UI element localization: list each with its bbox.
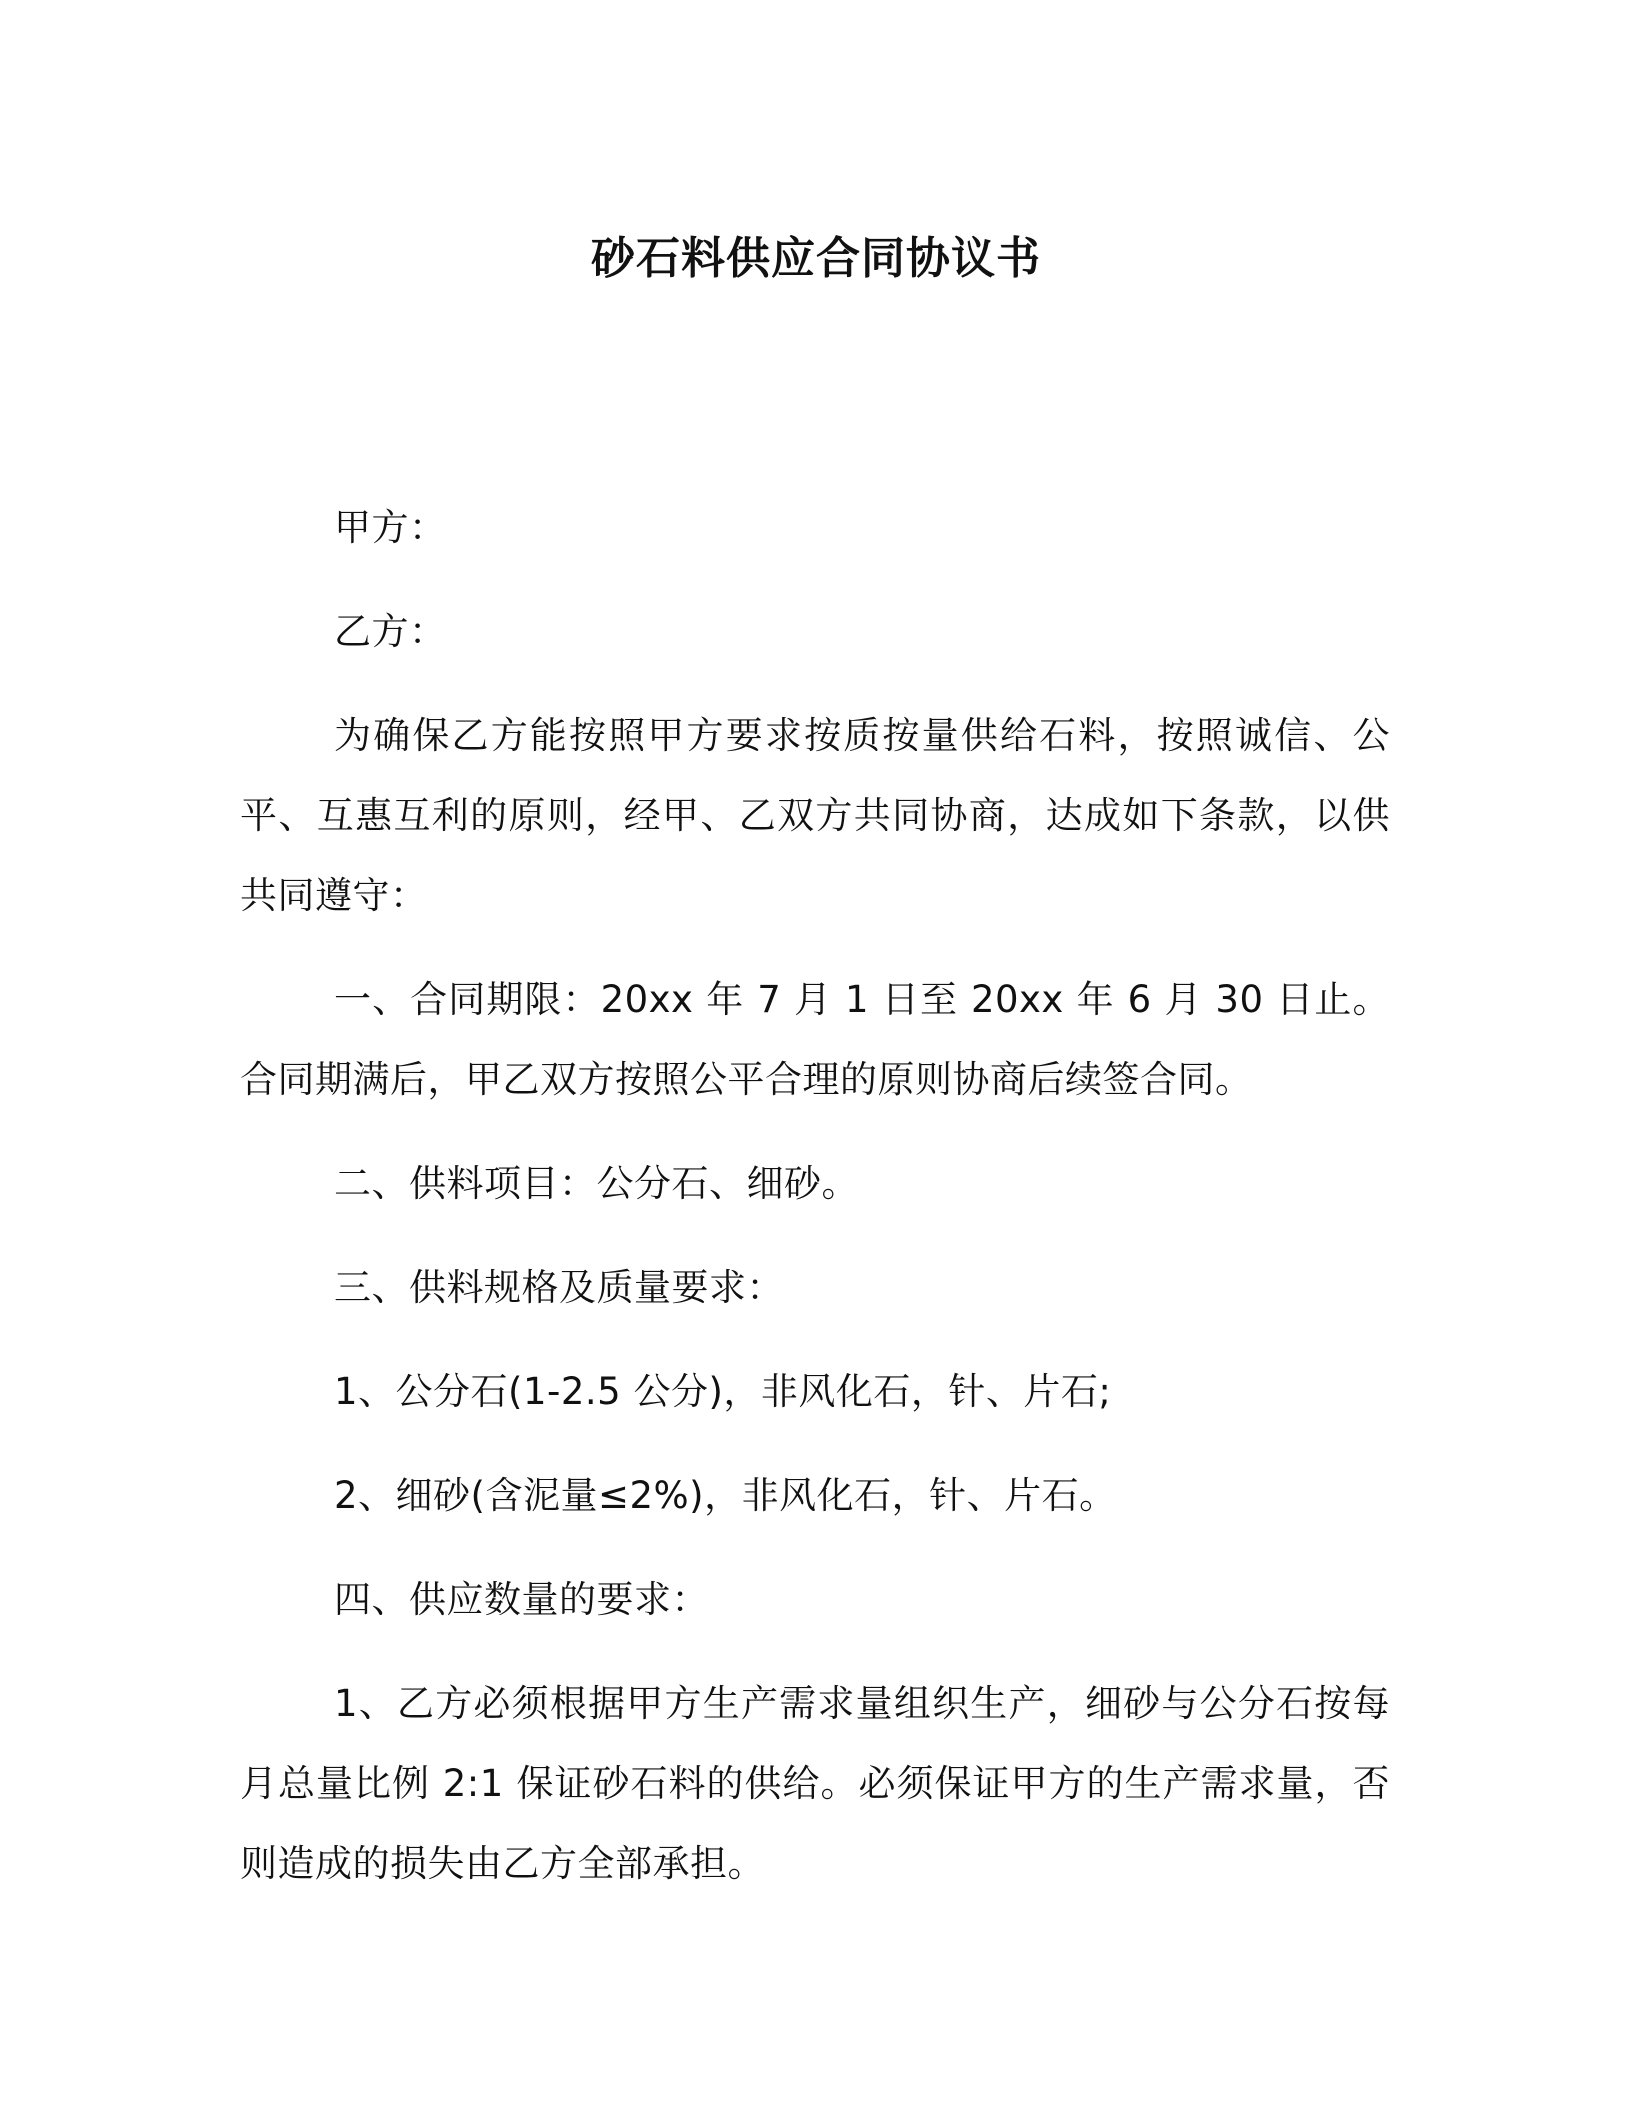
party-a-line: 甲方：: [334, 506, 447, 549]
clause-supply-items: 二、供料项目：公分石、细砂。: [334, 1162, 859, 1205]
quantity-item-1: 1、乙方必须根据甲方生产需求量组织生产，细砂与公分石按每月总量比例 2:1 保证砂石料的供给。必须保证甲方的生产需求量，否则造成的损失由乙方全部承担。: [240, 1682, 1390, 1885]
clause-quantity-heading: 四、供应数量的要求：: [334, 1578, 709, 1621]
document-title: 砂石料供应合同协议书: [591, 233, 1041, 284]
clause-term: 一、合同期限：20xx 年 7 月 1 日至 20xx 年 6 月 30 日止。合同期满后，甲乙双方按照公平合理的原则协商后续签合同。: [240, 978, 1390, 1101]
clause-specs-heading: 三、供料规格及质量要求：: [334, 1266, 784, 1309]
preamble-paragraph: 为确保乙方能按照甲方要求按质按量供给石料，按照诚信、公平、互惠互利的原则，经甲、乙双方共同协商，达成如下条款，以供共同遵守：: [240, 714, 1390, 917]
party-b-line: 乙方：: [334, 610, 447, 653]
spec-item-gravel: 1、公分石(1-2.5 公分)，非风化石，针、片石;: [334, 1370, 1112, 1413]
spec-item-sand: 2、细砂(含泥量≤2%)，非风化石，针、片石。: [334, 1474, 1117, 1517]
document-body: [240, 488, 1390, 1904]
